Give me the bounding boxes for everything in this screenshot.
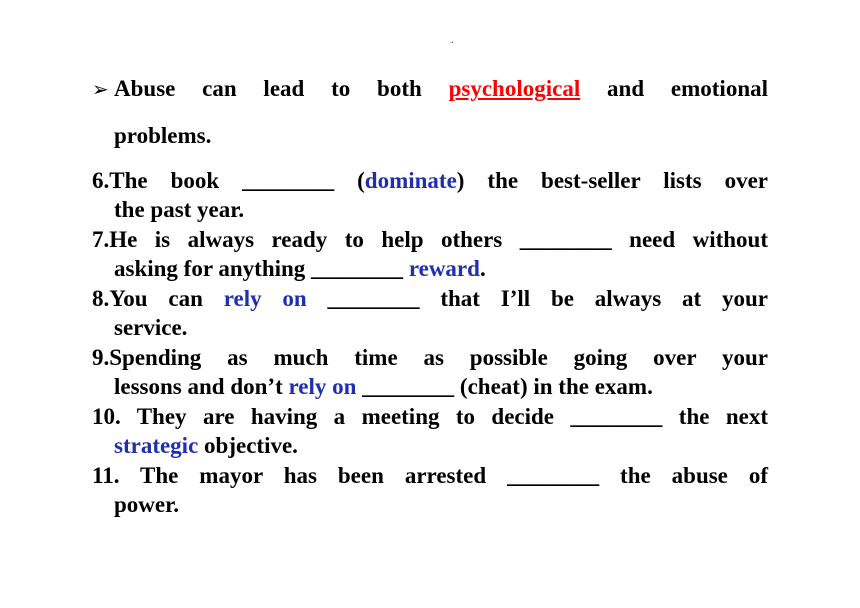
exercise-10-text: They are having a meeting to decide ________ the next (120, 404, 768, 429)
exercise-7-line-1 (92, 225, 768, 255)
exercise-7-text: He is always ready to help others ________ need without (109, 227, 768, 252)
exercise-9-text: Spending as much time as possible going over your (109, 345, 768, 370)
exercise-8-hint: rely on (223, 286, 307, 311)
exercise-6-hint: dominate (364, 168, 457, 193)
exercise-8-line-1 (92, 284, 768, 314)
exercise-9-number: 9. (92, 345, 110, 370)
exercise-9-text-2b: ________ (cheat) in the exam. (356, 374, 653, 399)
exercise-7-number: 7. (92, 227, 110, 252)
intro-line-1 (92, 74, 768, 104)
exercise-6-number: 6. (92, 168, 110, 193)
exercise-9-hint: rely on (288, 374, 357, 399)
exercise-8-number: 8. (92, 286, 110, 311)
highlight-word: psychological (448, 76, 581, 101)
intro-text-2: and emotional (580, 76, 768, 101)
header-dot: . (451, 35, 454, 46)
exercise-11-number: 11. (92, 463, 120, 488)
exercise-6-text-b: ) the best-seller lists over (456, 168, 768, 193)
exercise-8-text-b: ________ that I’ll be always at your (306, 286, 768, 311)
exercise-9-line-2 (114, 372, 790, 402)
exercise-10-hint: strategic (114, 433, 199, 458)
exercise-9-line-1 (92, 343, 768, 373)
exercise-10-line-2 (114, 431, 790, 461)
intro-line-2: problems. (114, 123, 212, 148)
exercise-7-line-2 (114, 254, 790, 284)
exercise-7-text-2a: asking for anything ________ (114, 256, 409, 281)
exercise-10-line-1 (92, 402, 768, 432)
bullet-arrow-icon: ➢ (92, 77, 109, 101)
exercise-6-line-2: the past year. (114, 197, 245, 222)
exercise-7-hint: reward (408, 256, 480, 281)
exercise-9-text-2a: lessons and don’t (114, 374, 289, 399)
exercise-10-text-2b: objective. (198, 433, 298, 458)
exercise-11-line-1 (92, 461, 768, 491)
exercise-10-number: 10. (92, 404, 121, 429)
exercise-8-line-2: service. (114, 315, 188, 340)
exercise-11-line-2: power. (114, 492, 179, 517)
exercise-7-text-2b: . (479, 256, 486, 281)
exercise-11-text: The mayor has been arrested ________ the abuse of (119, 463, 768, 488)
exercise-8-text-a: You can (109, 286, 224, 311)
exercise-6-line-1 (92, 166, 768, 196)
intro-text-1: Abuse can lead to both (114, 76, 449, 101)
exercise-6-text-a: The book ________ ( (109, 168, 365, 193)
